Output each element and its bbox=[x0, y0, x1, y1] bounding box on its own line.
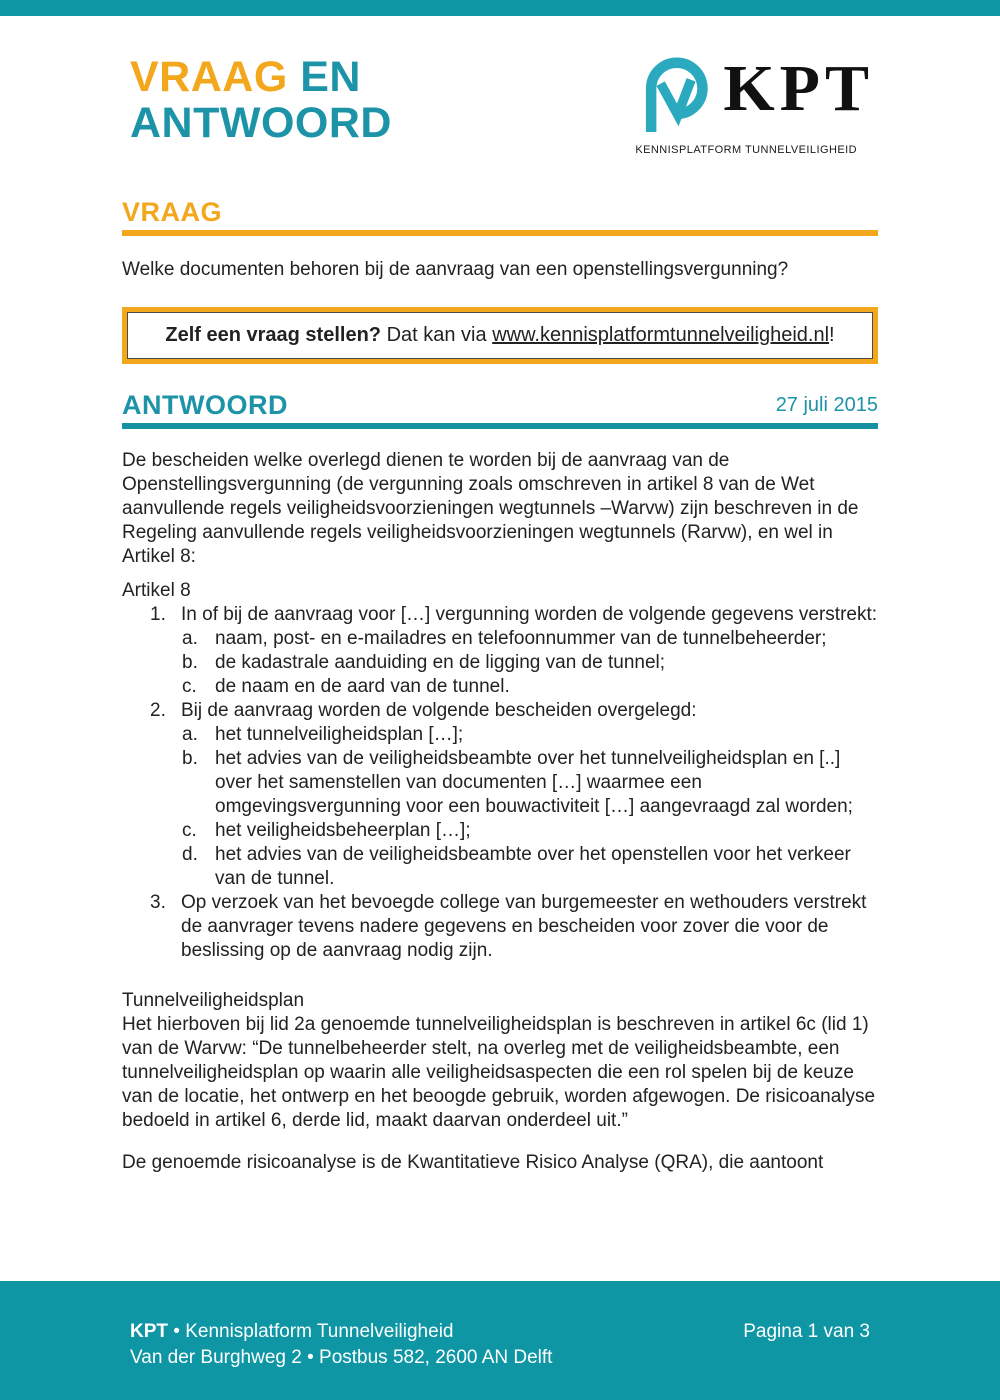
list-item-3-marker: 3. bbox=[150, 892, 166, 913]
callout-bold-text: Zelf een vraag stellen? bbox=[165, 324, 382, 346]
list-item-3 bbox=[150, 891, 878, 963]
list-item-1 bbox=[150, 603, 878, 627]
closing-paragraph: De genoemde risicoanalyse is de Kwantitatieve Risico Analyse (QRA), die aantoont bbox=[122, 1152, 824, 1173]
list-item-1-marker: 1. bbox=[150, 604, 166, 625]
callout-suffix: ! bbox=[829, 324, 835, 346]
footer-org-line bbox=[130, 1319, 552, 1345]
sub-item-2d-marker: d. bbox=[182, 844, 198, 865]
footer-bar bbox=[0, 1281, 1000, 1400]
sub-item-1c bbox=[182, 675, 878, 699]
vraag-heading: VRAAG bbox=[122, 197, 223, 227]
antwoord-section bbox=[122, 390, 878, 1175]
sub-item-1a-text: naam, post- en e-mailadres en telefoonnummer van de tunnelbeheerder; bbox=[215, 628, 827, 649]
vraag-heading-rule bbox=[122, 230, 878, 236]
title-word-antwoord: ANTWOORD bbox=[130, 99, 392, 147]
tunnelveiligheidsplan-heading: Tunnelveiligheidsplan bbox=[122, 990, 305, 1011]
document-title bbox=[130, 54, 392, 146]
antwoord-heading: ANTWOORD bbox=[122, 390, 288, 420]
sub-item-1a bbox=[182, 627, 878, 651]
list-item-1-text: In of bij de aanvraag voor […] vergunning worden de volgende gegevens verstrekt: bbox=[181, 604, 878, 625]
list-item-3-text: Op verzoek van het bevoegde college van burgemeester en wethouders verstrekt de aanvrager tevens nadere gegevens en bescheiden voor zover die voor de beslissing op de aanvraag nodig zijn. bbox=[181, 892, 867, 961]
sub-item-1c-marker: c. bbox=[182, 676, 197, 697]
sub-item-2d bbox=[182, 843, 878, 891]
footer-org-name: • Kennisplatform Tunnelveiligheid bbox=[168, 1321, 454, 1342]
top-accent-bar bbox=[0, 0, 1000, 16]
document-body bbox=[122, 197, 878, 1175]
kpt-logo-caption: KENNISPLATFORM TUNNELVEILIGHEID bbox=[635, 144, 858, 156]
ask-question-callout bbox=[122, 307, 878, 364]
sub-item-2c-marker: c. bbox=[182, 820, 197, 841]
footer-org-address bbox=[130, 1319, 552, 1371]
sub-item-1b bbox=[182, 651, 878, 675]
title-word-vraag: VRAAG bbox=[130, 53, 288, 101]
list-item-1-sublist bbox=[182, 627, 878, 699]
callout-middle-text: Dat kan via bbox=[381, 324, 493, 346]
sub-item-2c-text: het veiligheidsbeheerplan […]; bbox=[215, 820, 471, 841]
sub-item-1b-text: de kadastrale aanduiding en de ligging van de tunnel; bbox=[215, 652, 666, 673]
sub-item-2d-text: het advies van de veiligheidsbeambte over het openstellen voor het verkeer van de tunnel. bbox=[215, 844, 851, 889]
answer-intro-paragraph: De bescheiden welke overlegd dienen te worden bij de aanvraag van de Openstellingsvergunning (de vergunning zoals omschreven in artikel 8 van de Wet aanvullende regels veiligheidsvoorzieningen wegtunnels –Warvw) zijn beschreven in de Regeling aanvullende regels veiligheidsvoorzieningen wegtunnels (Rarvw), en wel in Artikel 8: bbox=[122, 450, 859, 567]
list-item-2-text: Bij de aanvraag worden de volgende bescheiden overgelegd: bbox=[181, 700, 697, 721]
page-indicator: Pagina 1 van 3 bbox=[743, 1321, 870, 1342]
vraag-section bbox=[122, 197, 878, 364]
kpt-website-link[interactable]: www.kennisplatformtunnelveiligheid.nl bbox=[492, 324, 830, 346]
kpt-tunnel-icon bbox=[635, 54, 711, 141]
list-item-2-marker: 2. bbox=[150, 700, 166, 721]
antwoord-heading-rule bbox=[122, 423, 878, 429]
sub-item-2a-marker: a. bbox=[182, 724, 198, 745]
sub-item-1a-marker: a. bbox=[182, 628, 198, 649]
document-header bbox=[130, 54, 874, 166]
sub-item-2a-text: het tunnelveiligheidsplan […]; bbox=[215, 724, 464, 745]
sub-item-2b-text: het advies van de veiligheidsbeambte over het tunnelveiligheidsplan en [..] over het samenstellen van documenten […] waarmee een omgevingsvergunning voor een bouwactiviteit […] aangevraagd zal worden; bbox=[215, 748, 853, 817]
footer-address-line: Van der Burghweg 2 • Postbus 582, 2600 AN Delft bbox=[130, 1347, 553, 1368]
tunnelveiligheidsplan-block bbox=[122, 989, 878, 1133]
kpt-logo bbox=[635, 54, 874, 156]
artikel-8-label: Artikel 8 bbox=[122, 580, 191, 601]
tunnelveiligheidsplan-text: Het hierboven bij lid 2a genoemde tunnelveiligheidsplan is beschreven in artikel 6c (lid 1) van de Warvw: “De tunnelbeheerder stelt, na overleg met de veiligheidsbeambte, een tunnelveiligheidsplan op waarin alle veiligheidsaspecten die een rol spelen bij de keuze van de locatie, het ontwerp en het beoogde gebruik, worden afgewogen. De risicoanalyse bedoeld in artikel 6, derde lid, maakt daarvan onderdeel uit.” bbox=[122, 1014, 876, 1131]
sub-item-1b-marker: b. bbox=[182, 652, 198, 673]
sub-item-1c-text: de naam en de aard van de tunnel. bbox=[215, 676, 510, 697]
answer-date: 27 juli 2015 bbox=[775, 394, 878, 416]
sub-item-2b-marker: b. bbox=[182, 748, 198, 769]
sub-item-2b bbox=[182, 747, 878, 819]
title-word-en: EN bbox=[287, 53, 361, 101]
question-text: Welke documenten behoren bij de aanvraag van een openstellingsvergunning? bbox=[122, 259, 789, 280]
list-item-2-sublist bbox=[182, 723, 878, 891]
list-item-2 bbox=[150, 699, 878, 723]
sub-item-2a bbox=[182, 723, 878, 747]
footer-org-acronym: KPT bbox=[130, 1321, 168, 1342]
kpt-logo-acronym: KPT bbox=[723, 52, 874, 125]
sub-item-2c bbox=[182, 819, 878, 843]
artikel-8-list bbox=[122, 603, 878, 963]
